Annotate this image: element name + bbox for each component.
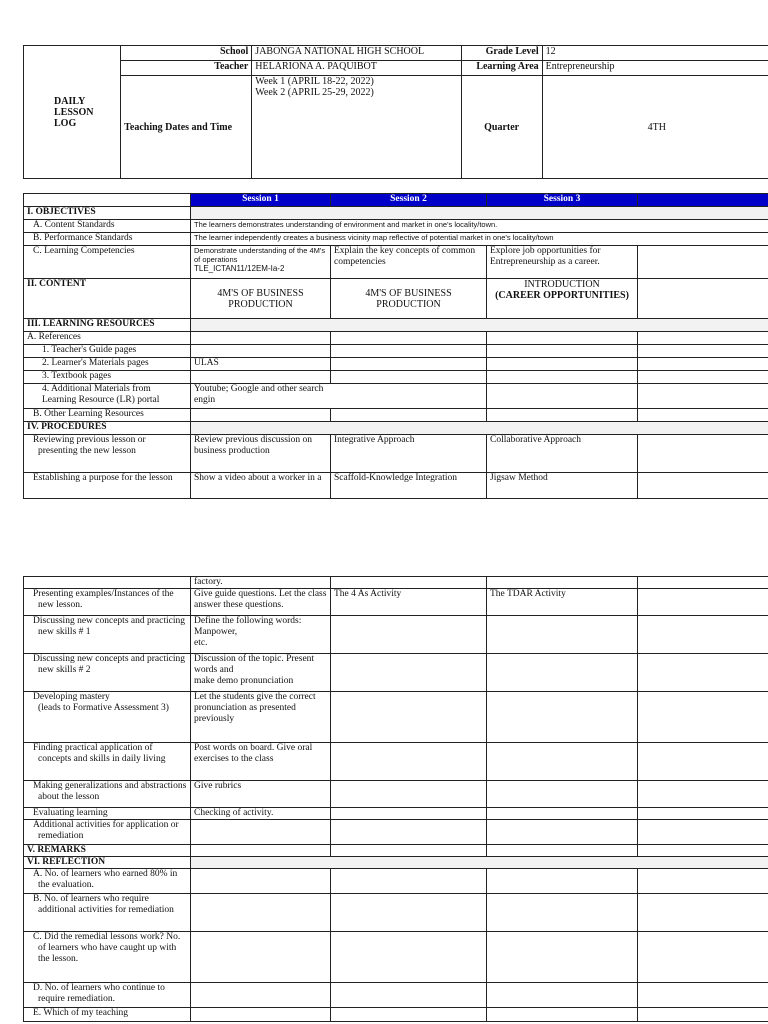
quarter-value: 4TH — [542, 76, 768, 179]
teacher-value: HELARIONA A. PAQUIBOT — [252, 61, 461, 76]
textbook-pages-label: 3. Textbook pages — [24, 371, 191, 384]
reflection-c-label: C. Did the remedial lessons work? No. of learners who have caught up with the lesson. — [24, 932, 191, 983]
discuss-1-label: Discussing new concepts and practicing new skills # 1 — [24, 616, 191, 654]
references-label: A. References — [24, 332, 191, 345]
competency-session-1 — [191, 246, 331, 279]
purpose-label: Establishing a purpose for the lesson — [24, 473, 191, 499]
grade-level-value: 12 — [542, 46, 768, 61]
examples-session-2: The 4 As Activity — [331, 589, 487, 616]
performance-standards-value: The learner independently creates a business vicinity map reflective of potential market in one's locality/town — [191, 233, 768, 246]
objectives-heading: I. OBJECTIVES — [24, 207, 191, 220]
reflection-e-label: E. Which of my teaching — [24, 1008, 191, 1022]
content-session-2: 4M'S OF BUSINESS PRODUCTION — [331, 279, 487, 319]
reflection-a-label: A. No. of learners who earned 80% in the evaluation. — [24, 869, 191, 894]
discuss-2-session-1: Discussion of the topic. Present words and make demo pronunciation — [191, 654, 331, 692]
evaluating-session-1: Checking of activity. — [191, 808, 331, 820]
content-heading: II. CONTENT — [24, 279, 191, 319]
practical-application-label: Finding practical application of concepts and skills in daily living — [24, 743, 191, 781]
purpose-session-2: Scaffold-Knowledge Integration — [331, 473, 487, 499]
additional-materials-session-1: Youtube; Google and other search engin — [191, 384, 487, 409]
content-session-3-line-1: INTRODUCTION — [524, 279, 600, 290]
mastery-session-1: Let the students give the correct pronunciation as presented previously — [191, 692, 331, 743]
quarter-label: Quarter — [461, 76, 542, 179]
review-session-3: Collaborative Approach — [487, 435, 638, 473]
learners-materials-session-1: ULAS — [191, 358, 331, 371]
content-standards-label: A. Content Standards — [24, 220, 191, 233]
learning-competencies-label: C. Learning Competencies — [24, 246, 191, 279]
teaching-dates-label: Teaching Dates and Time — [121, 76, 252, 179]
header-table — [23, 45, 768, 179]
session-2-header: Session 2 — [331, 194, 487, 207]
review-session-1: Review previous discussion on business production — [191, 435, 331, 473]
school-value: JABONGA NATIONAL HIGH SCHOOL — [252, 46, 461, 61]
lesson-table-part-1 — [23, 193, 768, 499]
other-resources-label: B. Other Learning Resources — [24, 409, 191, 422]
reflection-d-label: D. No. of learners who continue to require remediation. — [24, 983, 191, 1008]
competency-session-3: Explore job opportunities for Entrepreneurship as a career. — [487, 246, 638, 279]
learners-materials-label: 2. Learner's Materials pages — [24, 358, 191, 371]
performance-standards-label: B. Performance Standards — [24, 233, 191, 246]
content-standards-value: The learners demonstrates understanding of environment and market in one's locality/town. — [191, 220, 768, 233]
examples-label: Presenting examples/Instances of the new lesson. — [24, 589, 191, 616]
discuss-2-label: Discussing new concepts and practicing new skills # 2 — [24, 654, 191, 692]
teachers-guide-label: 1. Teacher's Guide pages — [24, 345, 191, 358]
competency-session-1-code: TLE_ICTAN11/12EM-Ia-2 — [194, 264, 285, 273]
purpose-session-1: Show a video about a worker in a — [191, 473, 331, 499]
learning-resources-heading: III. LEARNING RESOURCES — [24, 319, 191, 332]
review-session-2: Integrative Approach — [331, 435, 487, 473]
learning-area-value: Entrepreneurship — [542, 61, 768, 76]
teaching-dates-value: Week 1 (APRIL 18-22, 2022) Week 2 (APRIL 25-29, 2022) — [252, 76, 461, 179]
session-3-header: Session 3 — [487, 194, 638, 207]
content-session-1: 4M'S OF BUSINESS PRODUCTION — [191, 279, 331, 319]
review-label: Reviewing previous lesson or presenting the new lesson — [24, 435, 191, 473]
competency-session-1-text: Demonstrate understanding of the 4M's of operations — [194, 246, 326, 264]
practical-application-session-1: Post words on board. Give oral exercises to the class — [191, 743, 331, 781]
additional-activities-label: Additional activities for application or remediation — [24, 820, 191, 845]
purpose-session-3: Jigsaw Method — [487, 473, 638, 499]
grade-level-label: Grade Level — [461, 46, 542, 61]
remarks-heading: V. REMARKS — [24, 845, 191, 857]
examples-session-1: Give guide questions. Let the class answer these questions. — [191, 589, 331, 616]
discuss-1-session-1: Define the following words: Manpower, etc. — [191, 616, 331, 654]
examples-session-3: The TDAR Activity — [487, 589, 638, 616]
competency-session-2: Explain the key concepts of common competencies — [331, 246, 487, 279]
daily-lesson-log-title: DAILY LESSON LOG — [24, 46, 121, 179]
reflection-b-label: B. No. of learners who require additional activities for remediation — [24, 894, 191, 932]
procedures-heading: IV. PROCEDURES — [24, 422, 191, 435]
teacher-label: Teacher — [121, 61, 252, 76]
school-label: School — [121, 46, 252, 61]
mastery-label: Developing mastery (leads to Formative Assessment 3) — [24, 692, 191, 743]
generalizations-session-1: Give rubrics — [191, 781, 331, 808]
session-1-header: Session 1 — [191, 194, 331, 207]
lesson-table-part-2 — [23, 576, 768, 1022]
content-session-3 — [487, 279, 638, 319]
purpose-session-1-continued: factory. — [191, 577, 331, 589]
reflection-heading: VI. REFLECTION — [24, 857, 191, 869]
evaluating-label: Evaluating learning — [24, 808, 191, 820]
content-session-3-line-2: (CAREER OPPORTUNITIES) — [495, 290, 629, 301]
generalizations-label: Making generalizations and abstractions about the lesson — [24, 781, 191, 808]
learning-area-label: Learning Area — [461, 61, 542, 76]
additional-materials-label: 4. Additional Materials from Learning Resource (LR) portal — [24, 384, 191, 409]
